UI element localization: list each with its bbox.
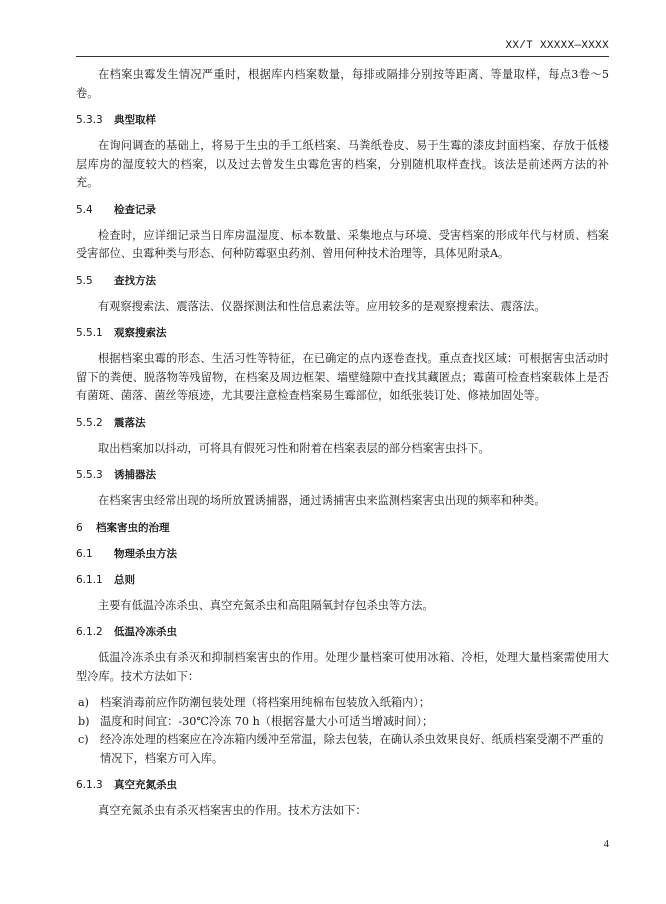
paragraph: 主要有低温冷冻杀虫、真空充氮杀虫和高阻隔氧封存包杀虫等方法。 bbox=[98, 598, 434, 612]
section-title: 诱捕器法 bbox=[114, 469, 156, 481]
paragraph: 有观察搜索法、震落法、仪器探测法和性信息素法等。应用较多的是观察搜索法、震落法。 bbox=[98, 299, 546, 313]
paragraph: 在档案害虫经常出现的场所放置诱捕器，通过诱捕害虫来监测档案害虫出现的频率和种类。 bbox=[98, 494, 546, 507]
list-item bbox=[76, 694, 609, 713]
section-number: 6.1.1 bbox=[76, 573, 103, 586]
list-marker: c) bbox=[78, 733, 89, 746]
section-number: 5.5.2 bbox=[76, 416, 103, 429]
ordered-list bbox=[76, 694, 609, 768]
section-heading bbox=[76, 466, 609, 484]
section-number: 5.5.1 bbox=[76, 327, 103, 339]
paragraph: 取出档案加以抖动，可将具有假死习性和附着在档案表层的部分档案害虫抖下。 bbox=[98, 441, 490, 455]
paragraph: 检查时，应详细记录当日库房温湿度、标本数量、采集地点与环境、受害档案的形成年代与材质、档案受害部位、虫霉种类与形态、何种防霉驱虫药剂、曾用何种技术治理等，具体见附录A。 bbox=[76, 228, 609, 260]
section-heading bbox=[76, 571, 609, 589]
section-heading bbox=[76, 201, 609, 219]
list-item bbox=[76, 713, 609, 732]
list-marker: a) bbox=[78, 696, 90, 709]
list-item-text: 经冷冻处理的档案应在冷冻箱内缓冲至常温，除去包装，在确认杀虫效果良好、纸质档案受潮不严重的情况下，档案方可入库。 bbox=[100, 733, 604, 765]
section-number: 5.4 bbox=[76, 203, 93, 216]
list-item-text: 温度和时间宜：-30℃冷冻 70 h（根据容量大小可适当增减时间）； bbox=[100, 714, 434, 728]
paragraph: 根据档案虫霉的形态、生活习性等特征，在已确定的点内逐卷查找。重点查找区域：可根据害虫活动时留下的粪便、脱落物等残留物，在档案及周边框架、墙壁缝隙中查找其藏匿点；霉菌可检查档案载体上是否有菌斑、菌落、菌丝等痕迹，尤其要注意检查档案易生霉部位，如纸张装订处、修裱加固处等。 bbox=[76, 352, 609, 402]
section-number: 5.5 bbox=[76, 274, 93, 287]
section-title: 总则 bbox=[114, 573, 135, 586]
section-heading bbox=[76, 545, 609, 563]
chapter-heading bbox=[76, 519, 609, 537]
paragraph: 在档案虫霉发生情况严重时，根据库内档案数量，每排或隔排分别按等距离、等量取样，每点3卷～5卷。 bbox=[76, 68, 609, 100]
section-title: 查找方法 bbox=[114, 274, 156, 287]
section-title: 真空充氮杀虫 bbox=[114, 779, 177, 791]
section-number: 5.3.3 bbox=[76, 114, 103, 126]
list-item-text: 档案消毒前应作防潮包装处理（将档案用纯棉布包装放入纸箱内）； bbox=[100, 696, 431, 709]
section-heading bbox=[76, 272, 609, 290]
section-number: 6.1 bbox=[76, 547, 93, 560]
section-number: 5.5.3 bbox=[76, 469, 103, 481]
page-number: 4 bbox=[603, 838, 609, 850]
section-title: 档案害虫的治理 bbox=[96, 521, 170, 534]
section-title: 物理杀虫方法 bbox=[114, 547, 177, 560]
section-number: 6 bbox=[76, 521, 83, 534]
document-body bbox=[76, 66, 609, 829]
paragraph: 低温冷冻杀虫有杀灭和抑制档案害虫的作用。处理少量档案可使用冰箱、冷柜，处理大量档案需使用大型冷库。技术方法如下： bbox=[76, 651, 609, 683]
section-number: 6.1.3 bbox=[76, 779, 103, 791]
section-heading bbox=[76, 324, 609, 342]
paragraph: 真空充氮杀虫有杀灭档案害虫的作用。技术方法如下： bbox=[98, 804, 367, 817]
list-marker: b) bbox=[78, 714, 90, 728]
document-code-header: XX/T XXXXX—XXXX bbox=[505, 40, 609, 52]
section-heading bbox=[76, 414, 609, 432]
paragraph: 在询问调查的基础上，将易于生虫的手工纸档案、马粪纸卷皮、易于生霉的漆皮封面档案、存放于低楼层库房的湿度较大的档案，以及过去曾发生虫霉危害的档案，分别随机取样查找。该法是前述两方法的补充。 bbox=[76, 139, 609, 189]
list-item bbox=[76, 731, 609, 768]
header-rule bbox=[76, 56, 609, 57]
section-title: 低温冷冻杀虫 bbox=[114, 626, 177, 638]
section-title: 震落法 bbox=[114, 416, 146, 429]
section-heading bbox=[76, 623, 609, 641]
section-number: 6.1.2 bbox=[76, 626, 103, 638]
section-title: 检查记录 bbox=[114, 203, 156, 216]
section-heading bbox=[76, 111, 609, 129]
section-heading bbox=[76, 776, 609, 794]
section-title: 典型取样 bbox=[114, 114, 156, 126]
section-title: 观察搜索法 bbox=[114, 327, 167, 339]
